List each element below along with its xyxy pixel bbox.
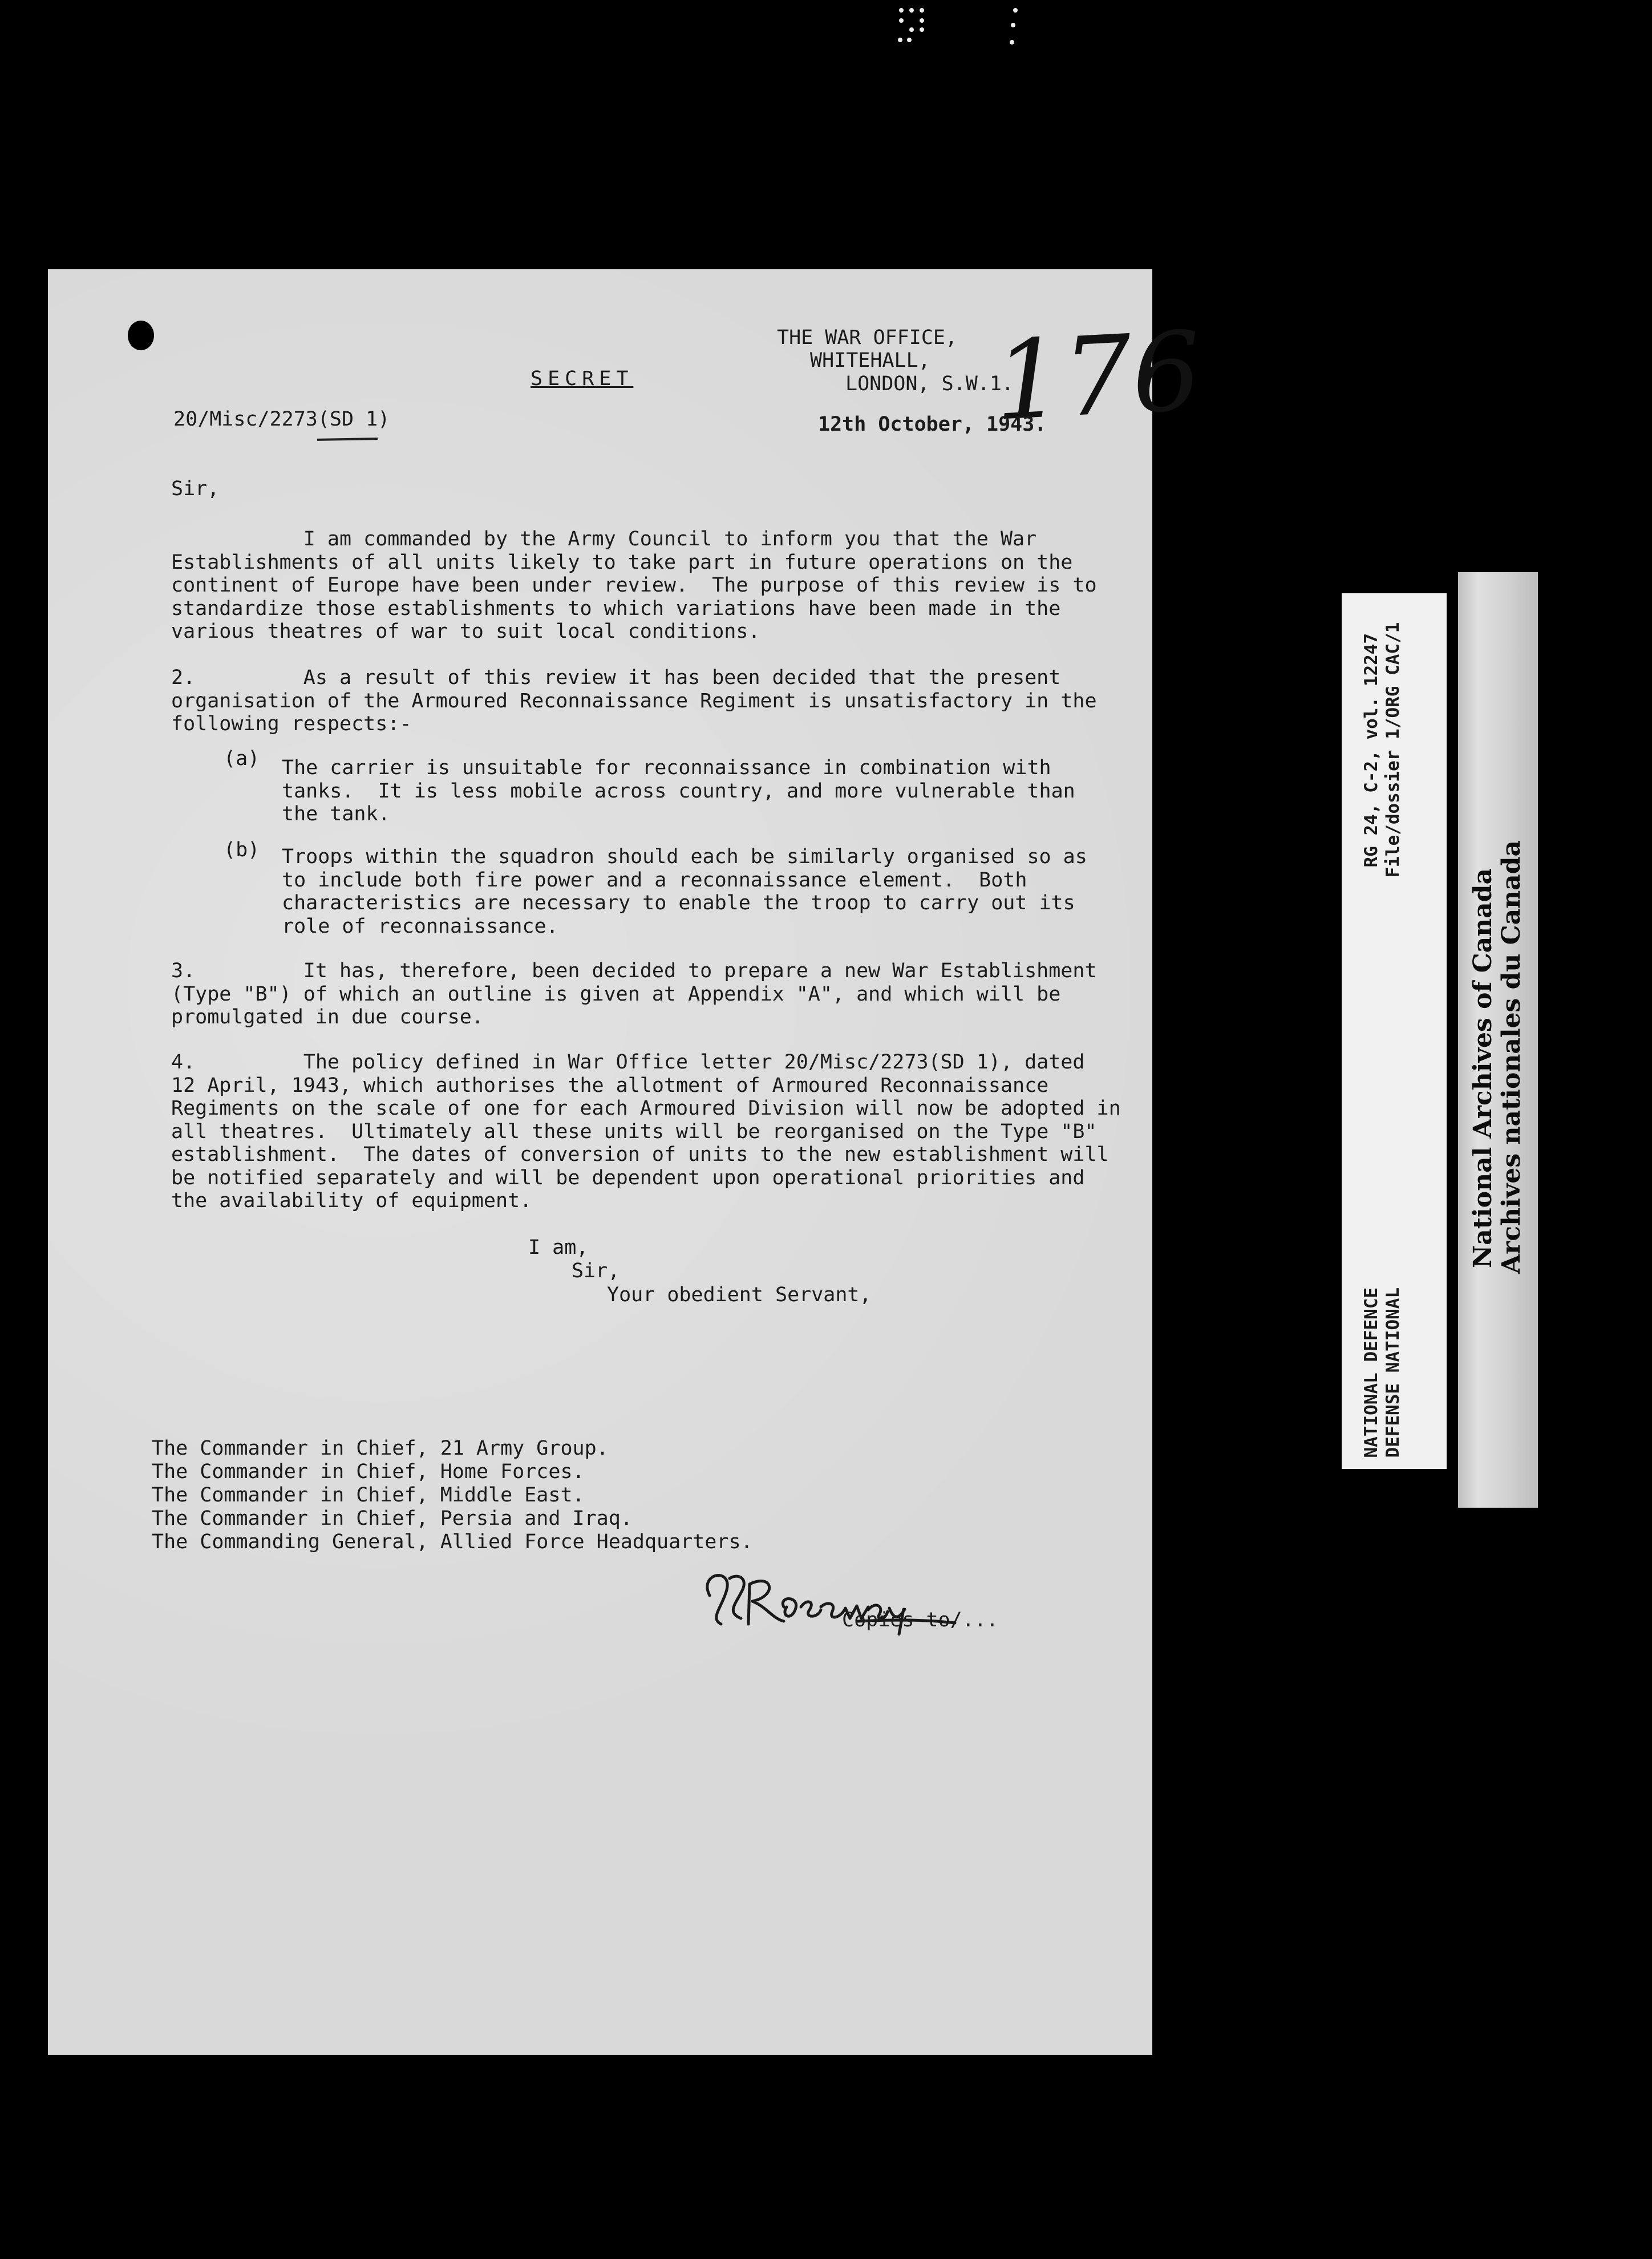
stamp-french: Archives nationales du Canada <box>1497 840 1526 1274</box>
recipient-5: The Commanding General, Allied Force Headquarters. <box>152 1531 753 1553</box>
label-rg-line: RG 24, C-2, vol. 12247 <box>1361 633 1382 867</box>
address-line-3: LONDON, S.W.1. <box>845 373 1014 395</box>
national-archives-stamp <box>1458 572 1538 1508</box>
label-defense-nationale: DEFENSE NATIONAL <box>1383 1287 1403 1458</box>
paragraph-1: I am commanded by the Army Council to inform you that the War Establishments of all units likely to take part in future operations on the continent of Europe have been under review. The purpose of this review is to standardize those establishments to which variations have been made in the various theatres of war to suit local conditions. <box>171 528 1097 643</box>
salutation: Sir, <box>171 477 220 500</box>
paragraph-4: 4. The policy defined in War Office letter 20/Misc/2273(SD 1), dated 12 April, 1943, which authorises the allotment of Armoured Reconnaissance Regiments on the scale of one for each Armoured Division will now be adopted in all theatres. Ultimately all these units will be reorganised on the Type "B" establishment. The dates of conversion of units to the new establishment will be notified separately and will be dependent upon operational priorities and the availability of equipment. <box>171 1051 1121 1212</box>
subitem-a-text: The carrier is unsuitable for reconnaissance in combination with tanks. It is less mobile across country, and more vulnerable than the tank. <box>282 756 1075 825</box>
punch-hole <box>128 321 154 350</box>
label-national-defence: NATIONAL DEFENCE <box>1361 1287 1382 1458</box>
closing-line-1: I am, <box>528 1236 589 1259</box>
subitem-b-label: (b) <box>224 839 260 861</box>
top-edge-marks <box>890 0 1038 57</box>
recipient-4: The Commander in Chief, Persia and Iraq. <box>152 1507 633 1530</box>
reference-underline <box>317 438 378 441</box>
closing-line-2: Sir, <box>572 1260 620 1282</box>
paragraph-2: 2. As a result of this review it has been decided that the present organisation of the Armoured Reconnaissance Regiment is unsatisfactory in the following respects:- <box>171 666 1097 735</box>
closing-line-3: Your obedient Servant, <box>607 1284 872 1306</box>
subitem-b-text: Troops within the squadron should each be similarly organised so as to include both fire power and a reconnaissance element. Both characteristics are necessary to enable the troop to carry out its role of reconnaissance. <box>282 845 1087 938</box>
recipient-2: The Commander in Chief, Home Forces. <box>152 1460 585 1483</box>
letter-page <box>48 269 1204 2055</box>
archive-reference-label <box>1342 593 1447 1469</box>
handwritten-page-number: 176 <box>991 308 1204 445</box>
stamp-english: National Archives of Canada <box>1468 868 1497 1268</box>
subitem-a-label: (a) <box>224 747 260 770</box>
address-line-1: THE WAR OFFICE, <box>777 326 958 349</box>
address-line-2: WHITEHALL, <box>810 349 930 372</box>
recipient-3: The Commander in Chief, Middle East. <box>152 1484 585 1507</box>
label-file-line: File/dossier 1/ORG CAC/1 <box>1383 622 1403 877</box>
recipient-1: The Commander in Chief, 21 Army Group. <box>152 1437 609 1460</box>
paragraph-3: 3. It has, therefore, been decided to prepare a new War Establishment (Type "B") of which an outline is given at Appendix "A", and which will be promulgated in due course. <box>171 960 1097 1029</box>
reference-number: 20/Misc/2273(SD 1) <box>173 408 390 431</box>
classification-heading: SECRET <box>531 367 634 390</box>
letter-date: 12th October, 1943. <box>818 413 1047 436</box>
copies-to-footer: Copies to/... <box>842 1609 998 1632</box>
